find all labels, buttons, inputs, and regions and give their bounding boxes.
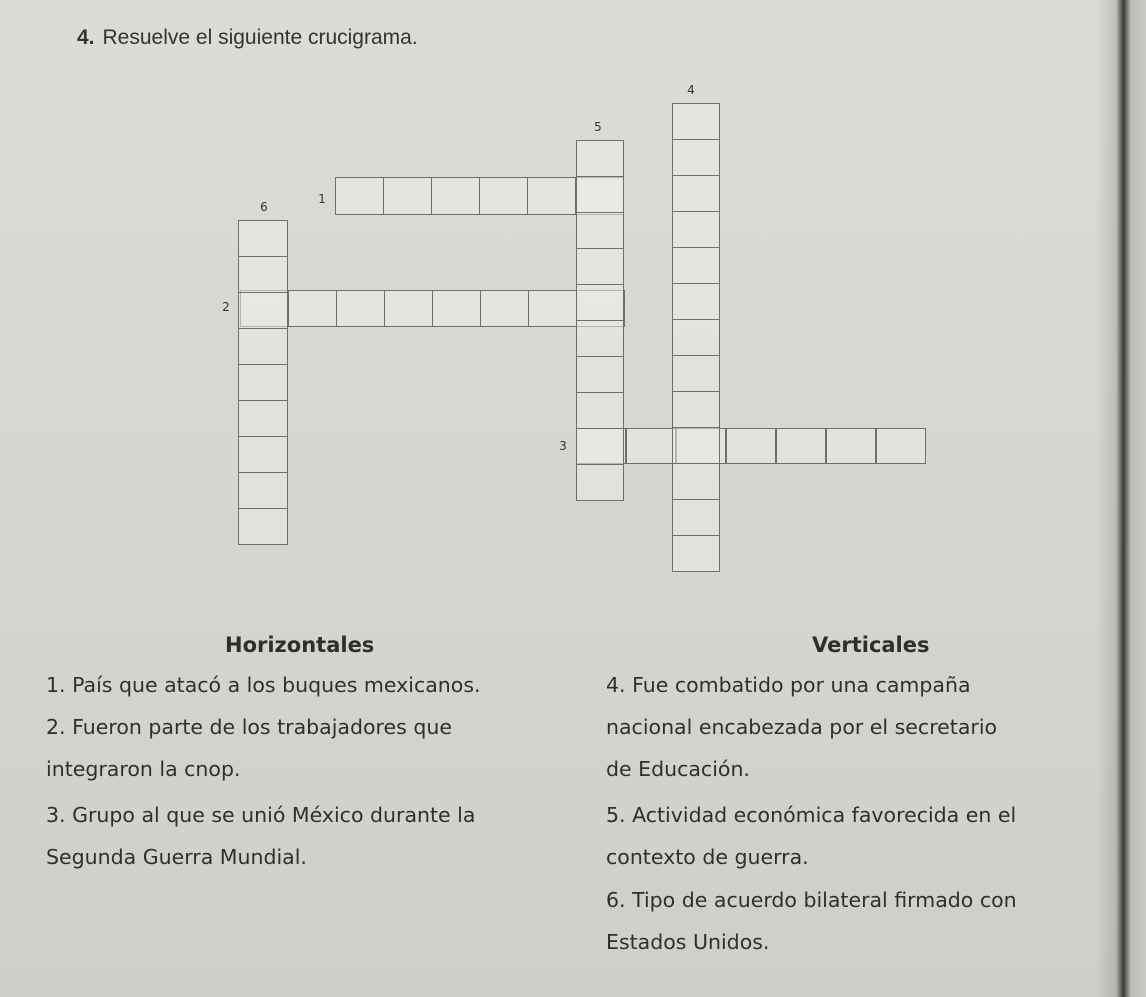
clue-number-3: 3 — [559, 439, 567, 453]
crossword-cell-vertical-6-5[interactable] — [238, 364, 288, 401]
crossword-cell-vertical-6-7[interactable] — [238, 436, 288, 473]
vertical-clues-heading: Verticales — [812, 633, 930, 657]
crossword-cell-vertical-4-3[interactable] — [672, 175, 720, 212]
exercise-heading — [77, 26, 418, 50]
crossword-cell-vertical-4-1[interactable] — [672, 103, 720, 140]
crossword-cell-vertical-4-4[interactable] — [672, 211, 720, 248]
crossword-cell-vertical-5-7[interactable] — [576, 356, 624, 393]
crossword-cell-vertical-4-8[interactable] — [672, 355, 720, 392]
crossword-cell-horizontal-2-3[interactable] — [336, 290, 385, 327]
crossword-cell-vertical-4-5[interactable] — [672, 247, 720, 284]
crossword-cell-horizontal-2-2[interactable] — [288, 290, 337, 327]
crossword-cell-vertical-5-5[interactable] — [576, 284, 624, 321]
crossword-cell-vertical-4-11[interactable] — [672, 463, 720, 500]
crossword-cell-horizontal-3-5[interactable] — [776, 428, 826, 464]
crossword-cell-horizontal-3-4[interactable] — [726, 428, 776, 464]
crossword-cell-vertical-5-9[interactable] — [576, 428, 624, 465]
crossword-cell-horizontal-3-7[interactable] — [876, 428, 926, 464]
crossword-cell-vertical-5-4[interactable] — [576, 248, 624, 285]
crossword-cell-vertical-5-8[interactable] — [576, 392, 624, 429]
crossword-cell-horizontal-1-4[interactable] — [479, 177, 528, 215]
crossword-cell-vertical-4-2[interactable] — [672, 139, 720, 176]
crossword-cell-horizontal-2-7[interactable] — [528, 290, 577, 327]
crossword-cell-horizontal-2-6[interactable] — [480, 290, 529, 327]
exercise-instruction: Resuelve el siguiente crucigrama. — [102, 26, 418, 49]
crossword-cell-vertical-5-2[interactable] — [576, 176, 624, 213]
crossword-cell-vertical-6-6[interactable] — [238, 400, 288, 437]
crossword-cell-vertical-6-9[interactable] — [238, 508, 288, 545]
crossword-cell-vertical-6-8[interactable] — [238, 472, 288, 509]
crossword-cell-vertical-5-3[interactable] — [576, 212, 624, 249]
crossword-cell-vertical-6-3[interactable] — [238, 292, 288, 329]
crossword-cell-vertical-4-12[interactable] — [672, 499, 720, 536]
crossword-cell-vertical-4-6[interactable] — [672, 283, 720, 320]
crossword-cell-horizontal-2-4[interactable] — [384, 290, 433, 327]
crossword-cell-vertical-5-6[interactable] — [576, 320, 624, 357]
crossword-cell-vertical-5-10[interactable] — [576, 464, 624, 501]
crossword-cell-vertical-4-9[interactable] — [672, 391, 720, 428]
crossword-cell-horizontal-1-2[interactable] — [383, 177, 432, 215]
crossword-cell-horizontal-3-2[interactable] — [626, 428, 676, 464]
crossword-cell-vertical-4-10[interactable] — [672, 427, 720, 464]
clue-number-6: 6 — [260, 200, 268, 214]
crossword-cell-vertical-6-2[interactable] — [238, 256, 288, 293]
clue-number-4: 4 — [687, 83, 695, 97]
horizontal-clue-3: 3. Grupo al que se unió México durante la Segunda Guerra Mundial. — [46, 803, 476, 869]
exercise-number: 4. — [77, 26, 95, 49]
vertical-clue-5: 5. Actividad económica favorecida en el contexto de guerra. — [606, 803, 1017, 869]
crossword-cell-horizontal-1-3[interactable] — [431, 177, 480, 215]
crossword-cell-vertical-4-7[interactable] — [672, 319, 720, 356]
crossword-cell-vertical-6-1[interactable] — [238, 220, 288, 257]
crossword-cell-vertical-6-4[interactable] — [238, 328, 288, 365]
crossword-cell-vertical-4-13[interactable] — [672, 535, 720, 572]
vertical-clue-4: 4. Fue combatido por una campaña nacional encabezada por el secretario de Educación. — [606, 673, 998, 781]
horizontal-clue-2: 2. Fueron parte de los trabajadores que integraron la cnop. — [46, 715, 452, 781]
clue-number-2: 2 — [222, 300, 230, 314]
crossword-cell-vertical-5-1[interactable] — [576, 140, 624, 177]
clue-number-1: 1 — [318, 192, 326, 206]
crossword-cell-horizontal-1-5[interactable] — [527, 177, 576, 215]
horizontal-clues-heading: Horizontales — [225, 633, 375, 657]
vertical-clue-6: 6. Tipo de acuerdo bilateral firmado con Estados Unidos. — [606, 888, 1017, 954]
crossword-cell-horizontal-1-1[interactable] — [335, 177, 384, 215]
clue-number-5: 5 — [594, 120, 602, 134]
horizontal-clue-1: 1. País que atacó a los buques mexicanos. — [46, 673, 481, 697]
crossword-cell-horizontal-2-5[interactable] — [432, 290, 481, 327]
crossword-cell-horizontal-3-6[interactable] — [826, 428, 876, 464]
book-spine-shadow — [1096, 0, 1146, 997]
